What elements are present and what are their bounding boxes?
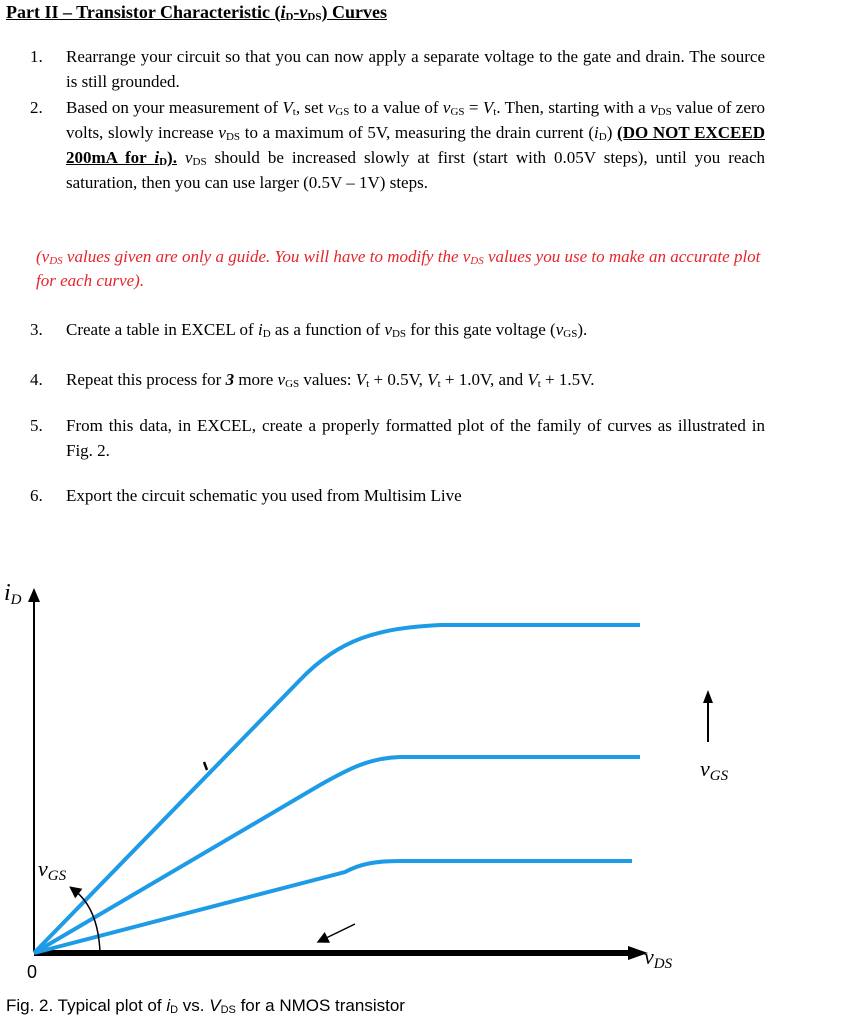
symbol-vt: V xyxy=(355,370,367,389)
title-sym-v: v xyxy=(299,2,308,22)
step-3 xyxy=(30,317,765,342)
step-text xyxy=(66,367,765,392)
symbol-sub: t xyxy=(493,106,497,118)
curve-highest-vgs xyxy=(34,625,640,953)
curve-low-vgs xyxy=(34,861,632,953)
symbol-vgs: v xyxy=(442,98,451,117)
step-text: Export the circuit schematic you used from Multisim Live xyxy=(66,486,462,505)
warning-part: ). xyxy=(167,148,177,167)
title-sym-i: i xyxy=(280,2,286,22)
symbol-id: i xyxy=(594,123,599,142)
step3-part: Create a table in EXCEL of xyxy=(66,320,258,339)
step4-part: + 1.0V, and xyxy=(440,370,528,389)
symbol-vds: v xyxy=(462,247,471,266)
guide-note xyxy=(36,245,771,293)
y-axis-label: iD xyxy=(4,580,22,608)
step-4 xyxy=(30,367,765,392)
x-axis-label: vDS xyxy=(644,944,673,972)
id-vds-figure xyxy=(0,570,866,990)
step2-part: should be increased slowly at first (start with 0.05V steps), until you reach saturation, then you can use larger (0.5V – 1V) steps. xyxy=(66,148,766,192)
symbol-sub: GS xyxy=(285,378,300,390)
symbol-vgs: v xyxy=(555,320,564,339)
warning-part: (DO NOT EXCEED 200mA for xyxy=(66,123,765,167)
symbol-sub: DS xyxy=(391,328,407,340)
step2-part xyxy=(177,148,185,167)
step3-part: ). xyxy=(577,320,588,339)
symbol-vt: V xyxy=(482,98,494,117)
angle-label: vGS xyxy=(38,856,67,884)
step2-part: ) xyxy=(606,123,618,142)
origin-label: 0 xyxy=(27,962,38,982)
note-part: values given are only a guide. You will have to modify the xyxy=(62,247,463,266)
symbol-vt: V xyxy=(527,370,538,389)
step4-part: + 0.5V, xyxy=(369,370,428,389)
step-2 xyxy=(30,95,765,195)
symbol-sub: GS xyxy=(450,106,465,118)
step-number: 3. xyxy=(30,320,43,339)
step4-part: more xyxy=(234,370,278,389)
step-number: 2. xyxy=(30,98,43,117)
caption-part: for a NMOS transistor xyxy=(235,996,405,1015)
caption-symbol-i: i xyxy=(166,996,171,1015)
symbol-sub: D xyxy=(262,328,271,340)
symbol-sub: DS xyxy=(225,131,241,143)
symbol-sub: GS xyxy=(563,328,578,340)
symbol-id: i xyxy=(257,320,263,339)
tick-mark xyxy=(204,762,207,770)
note-part: values you use to make an accurate plot for each curve). xyxy=(36,247,761,290)
title-sub-ds: DS xyxy=(307,11,322,23)
symbol-id: i xyxy=(154,148,160,167)
title-suffix: ) Curves xyxy=(321,2,387,22)
step-5 xyxy=(30,413,765,463)
symbol-sub: DS xyxy=(49,255,63,267)
symbol-vds: v xyxy=(384,320,392,339)
count-three: 3 xyxy=(225,370,235,389)
caption-sub: D xyxy=(170,1004,179,1016)
symbol-sub: DS xyxy=(192,156,207,168)
symbol-vgs: v xyxy=(277,370,286,389)
vgs-arrow-label: vGS xyxy=(700,756,729,784)
symbol-vgs: v xyxy=(327,98,336,117)
step-text: From this data, in EXCEL, create a properly formatted plot of the family of curves as illustrated in Fig. 2. xyxy=(66,416,765,460)
caption-symbol-v: V xyxy=(209,996,221,1015)
symbol-sub: D xyxy=(159,156,168,168)
symbol-sub: D xyxy=(598,131,607,143)
y-axis-arrowhead xyxy=(28,588,40,602)
step2-part: Based on your measurement of xyxy=(66,98,283,117)
title-dash: - xyxy=(293,2,300,22)
step2-part: to a maximum of 5V, measuring the drain current ( xyxy=(240,123,594,142)
step-number: 5. xyxy=(30,416,43,435)
title-prefix: Part II – Transistor Characteristic ( xyxy=(6,2,281,22)
step4-part: values: xyxy=(299,370,356,389)
caption-part: Fig. 2. Typical plot of xyxy=(6,996,167,1015)
symbol-sub: t xyxy=(437,378,441,390)
step4-part: Repeat this process for xyxy=(66,370,226,389)
symbol-sub: DS xyxy=(470,255,484,267)
step2-part: . Then, starting with a xyxy=(496,98,651,117)
diagonal-arrow xyxy=(322,924,355,940)
caption-sub: DS xyxy=(220,1004,236,1016)
step-6 xyxy=(30,483,765,508)
step2-part: to a value of xyxy=(349,98,443,117)
step-number: 6. xyxy=(30,486,43,505)
figure-caption xyxy=(6,996,405,1016)
symbol-sub: DS xyxy=(657,106,672,118)
step3-part: for this gate voltage ( xyxy=(406,320,556,339)
symbol-vds: v xyxy=(650,98,658,117)
step-number: 4. xyxy=(30,370,43,389)
symbol-sub: t xyxy=(366,378,370,390)
title-sub-d: D xyxy=(285,11,294,23)
step-text xyxy=(66,317,765,342)
step-text xyxy=(66,95,765,195)
step2-part: = xyxy=(464,98,483,117)
section-title xyxy=(6,2,387,23)
symbol-sub: t xyxy=(537,378,541,390)
symbol-vds: v xyxy=(184,148,193,167)
step2-part: value of zero volts, slowly increase xyxy=(66,98,766,142)
step2-part: , set xyxy=(295,98,328,117)
step-text: Rearrange your circuit so that you can now apply a separate voltage to the gate and drain. The source is still grounded. xyxy=(66,47,765,91)
symbol-sub: GS xyxy=(335,106,350,118)
symbol-vds: v xyxy=(218,123,226,142)
step-number: 1. xyxy=(30,47,43,66)
step4-part: + 1.5V. xyxy=(540,370,595,389)
curve-mid-vgs xyxy=(34,757,640,953)
vgs-increase-arrowhead xyxy=(703,690,713,703)
step-1 xyxy=(30,44,765,94)
note-part: ( xyxy=(36,247,42,266)
symbol-sub: t xyxy=(292,106,296,118)
symbol-vds: v xyxy=(41,247,50,266)
symbol-vt: V xyxy=(282,98,293,117)
symbol-vt: V xyxy=(427,370,438,389)
caption-part: vs. xyxy=(178,996,210,1015)
step3-part: as a function of xyxy=(270,320,385,339)
